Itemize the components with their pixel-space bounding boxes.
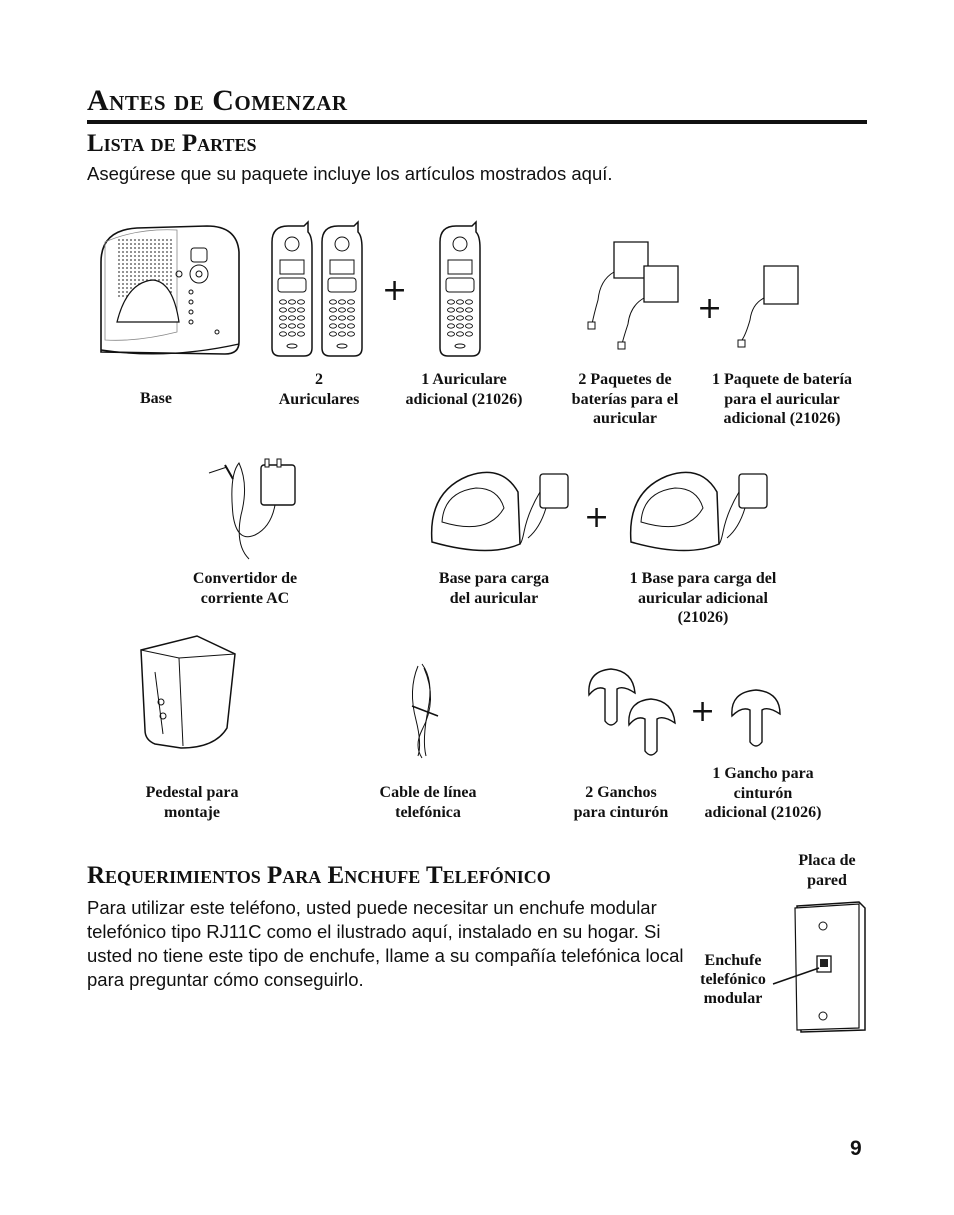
ac-adapter-illustration (205, 455, 300, 563)
intro-text: Asegúrese que su paquete incluye los artículos mostrados aquí. (87, 163, 613, 184)
page-number: 9 (850, 1137, 862, 1160)
section-title-requirements: Requerimientos Para Enchufe Telefónico (87, 862, 551, 889)
section-title-parts: Lista de Partes (87, 130, 257, 157)
caption-extra-handset: 1 Auriculare adicional (21026) (405, 371, 523, 408)
plus-sign-handsets: + (382, 273, 408, 308)
extra-charger-illustration (627, 462, 775, 562)
caption-extra-battery: 1 Paquete de batería para el auricular adicional (21026) (712, 371, 852, 427)
requirements-paragraph: Para utilizar este teléfono, usted puede necesitar un enchufe modular telefónico tipo RJ11C como el ilustrado aquí, instalado en su hogar. Si usted no tiene este tipo de enchufe, llame a su compañía telefónica local para preguntar cómo conseguirlo. (87, 897, 684, 990)
title-rule (87, 120, 867, 124)
page-title: Antes de Comenzar (87, 84, 348, 117)
caption-charger: Base para carga del auricular (438, 570, 550, 607)
base-unit-illustration (97, 222, 245, 358)
mounting-pedestal-illustration (135, 632, 239, 752)
caption-base: Base (140, 390, 172, 407)
caption-pedestal: Pedestal para montaje (145, 784, 239, 821)
line-cord-illustration (404, 660, 444, 760)
caption-batteries: 2 Paquetes de baterías para el auricular (571, 371, 679, 427)
caption-line-cord: Cable de línea telefónica (379, 784, 477, 821)
caption-modular-jack: Enchufe telefónico modular (700, 952, 766, 1007)
extra-belt-clip-illustration (730, 688, 782, 752)
plus-sign-batteries: + (697, 291, 723, 326)
handset-pair-illustration (268, 222, 368, 358)
plus-sign-chargers: + (584, 500, 610, 535)
caption-extra-charger: 1 Base para carga del auricular adicional (21026) (629, 570, 777, 626)
belt-clip-pair-illustration (585, 665, 685, 761)
caption-belt-clips: 2 Ganchos para cinturón (573, 784, 669, 821)
caption-ac-adapter: Convertidor de corriente AC (192, 570, 298, 607)
charger-illustration (428, 462, 576, 562)
battery-pair-illustration (582, 240, 682, 356)
caption-wall-plate: Placa de pared (798, 852, 856, 889)
caption-handsets: 2 Auriculares (278, 371, 360, 408)
plus-sign-clips: + (690, 694, 716, 729)
extra-battery-illustration (732, 264, 802, 350)
caption-extra-belt-clip: 1 Gancho para cinturón adicional (21026) (704, 765, 822, 821)
extra-handset-illustration (436, 222, 486, 358)
